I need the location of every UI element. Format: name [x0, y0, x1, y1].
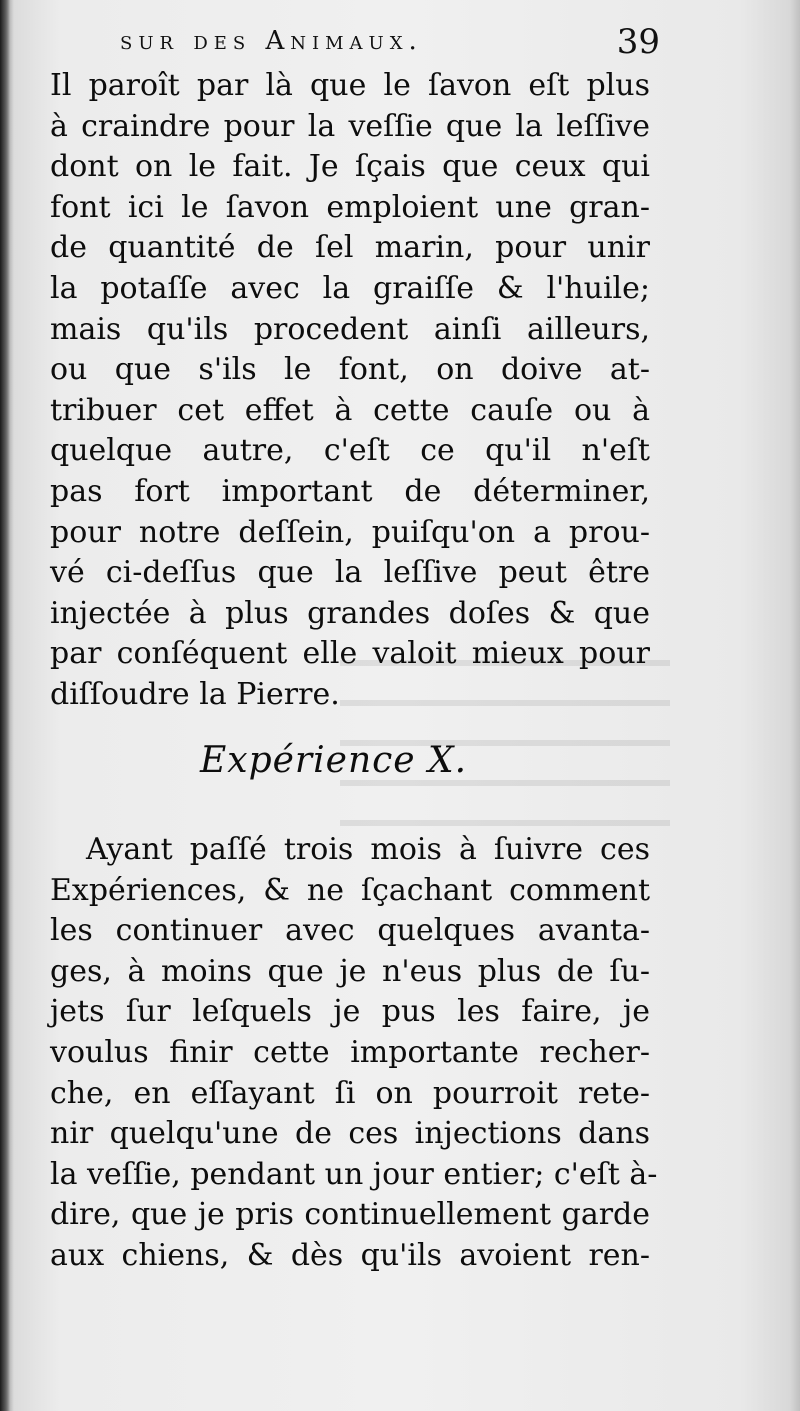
running-head: sur des Animaux. — [120, 26, 423, 56]
text-line: font ici le ſavon emploient une gran- — [50, 189, 650, 225]
text-line: jets ſur leſquels je pus les faire, je — [50, 994, 650, 1030]
paragraph-2 — [50, 830, 658, 1277]
text-line: tribuer cet effet à cette cauſe ou à — [50, 392, 650, 428]
text-line: la potaſſe avec la graiſſe & l'huile; — [50, 270, 650, 306]
text-line: par conſéquent elle valoit mieux pour — [50, 636, 650, 672]
text-line: ges, à moins que je n'eus plus de ſu- — [50, 953, 650, 989]
text-line: mais qu'ils procedent ainſi ailleurs, — [50, 311, 650, 347]
page-number: 39 — [616, 22, 660, 62]
text-line: aux chiens, & dès qu'ils avoient ren- — [50, 1237, 650, 1273]
page-header — [120, 22, 660, 62]
text-line: quelque autre, c'eſt ce qu'il n'eſt — [50, 433, 650, 469]
text-line: pour notre deſſein, puiſqu'on a prou- — [50, 514, 650, 550]
text-line: Ayant paſſé trois mois à ſuivre ces — [86, 832, 650, 867]
text-line: vé ci-deſſus que la leſſive peut être — [50, 555, 650, 591]
text-line: dire, que je pris continuellement garde — [50, 1197, 650, 1233]
text-line: pas fort important de déterminer, — [50, 473, 650, 509]
section-heading: Expérience X. — [200, 740, 468, 781]
text-line: dont on le fait. Je ſçais que ceux qui — [50, 149, 650, 185]
text-line: Il paroît par là que le ſavon eſt plus — [50, 68, 650, 103]
text-line: ou que s'ils le font, on doive at- — [50, 352, 650, 388]
text-line: che, en eſſayant ſi on pourroit rete- — [50, 1075, 650, 1111]
text-line: injectée à plus grandes doſes & que — [50, 595, 650, 631]
text-line: de quantité de ſel marin, pour unir — [50, 230, 650, 266]
text-line: la veſſie, pendant un jour entier; c'eſt à- — [50, 1156, 658, 1192]
text-line: nir quelqu'une de ces injections dans — [50, 1116, 650, 1152]
text-line: les continuer avec quelques avanta- — [50, 913, 650, 949]
book-spine-shadow — [0, 0, 10, 1411]
text-line: voulus finir cette importante recher- — [50, 1034, 650, 1070]
text-line: Expériences, & ne ſçachant comment — [50, 872, 650, 908]
text-line: diſſoudre la Pierre. — [50, 676, 340, 712]
text-line: à craindre pour la veſſie que la leſſive — [50, 108, 650, 144]
paragraph-1 — [50, 66, 650, 716]
